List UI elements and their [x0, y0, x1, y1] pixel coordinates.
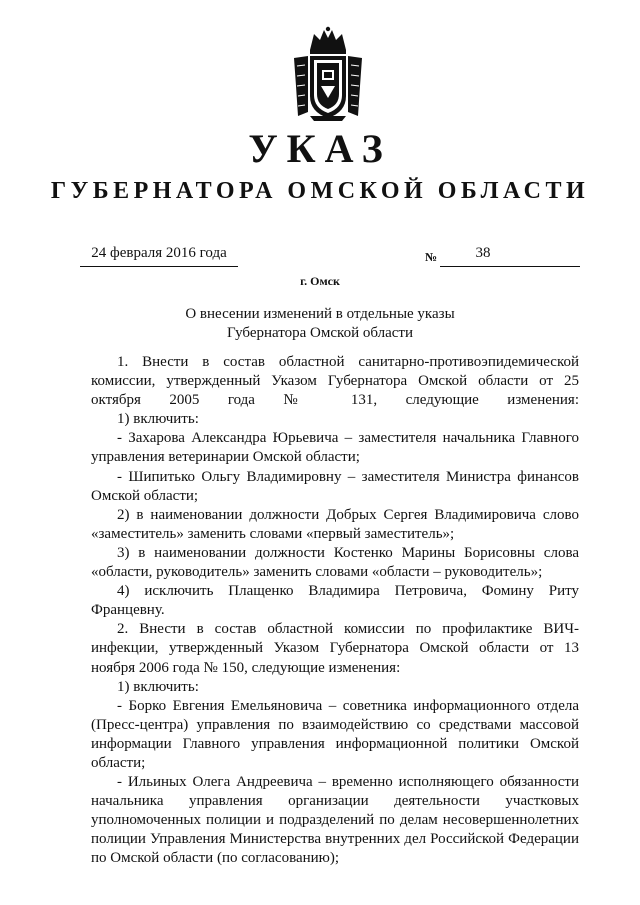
decree-date: 24 февраля 2016 года [91, 245, 227, 261]
subject-line-1: О внесении изменений в отдельные указы [185, 306, 455, 322]
paragraph-member: - Захарова Александра Юрьевича – заместителя начальника Главного управления ветеринарии Омской области; [91, 430, 579, 466]
paragraph-member: - Ильиных Олега Андреевича – временно исполняющего обязанности начальника управления организации деятельности участковых уполномоченных полиции и подразделений по делам несовершеннолетних полиции Управления Министерства внутренних дел Российской Федерации по Омской области (по согласованию); [91, 774, 579, 867]
decree-title: УКАЗ [248, 126, 392, 171]
paragraph-item-2: 2. Внести в состав областной комиссии по профилактике ВИЧ-инфекции, утвержденный Указом Губернатора Омской области от 13 ноября 2006 года № 150, следующие изменения: [91, 621, 579, 676]
paragraph-member: - Шипитько Ольгу Владимировну – заместителя Министра финансов Омской области; [91, 468, 579, 504]
paragraph-include-2: 1) включить: [117, 678, 199, 695]
paragraph-member: - Борко Евгения Емельяновича – советника информационного отдела (Пресс-центра) управления по взаимодействию со средствами массовой информации Главного управления информационной политики Омской области; [91, 697, 579, 771]
subject-line-2: Губернатора Омской области [227, 325, 413, 341]
paragraph-item-1: 1. Внести в состав областной санитарно-противоэпидемической комиссии, утвержденный Указом Губернатора Омской области от 25 октября 2005 года № 131, следующие изменения: [91, 354, 579, 409]
decree-subtitle: ГУБЕРНАТОРА ОМСКОЙ ОБЛАСТИ [50, 178, 590, 204]
paragraph-subitem-3: 3) в наименовании должности Костенко Марины Борисовны слова «области, руководитель» заменить словами «области – руководитель»; [91, 544, 579, 581]
paragraph-subitem-2: 2) в наименовании должности Добрых Сергея Владимировича слово «заместитель» заменить словами «первый заместитель»; [91, 506, 579, 542]
number-sign: № [425, 250, 438, 264]
paragraph-subitem-4: 4) исключить Плащенко Владимира Петровича, Фомину Риту Францевну. [91, 583, 579, 619]
omsk-coat-of-arms-icon [290, 26, 366, 122]
paragraph-include-1: 1) включить: [117, 411, 199, 428]
decree-city: г. Омск [300, 274, 340, 288]
decree-subject [0, 305, 640, 343]
decree-body [91, 353, 579, 869]
decree-number: 38 [475, 245, 491, 261]
